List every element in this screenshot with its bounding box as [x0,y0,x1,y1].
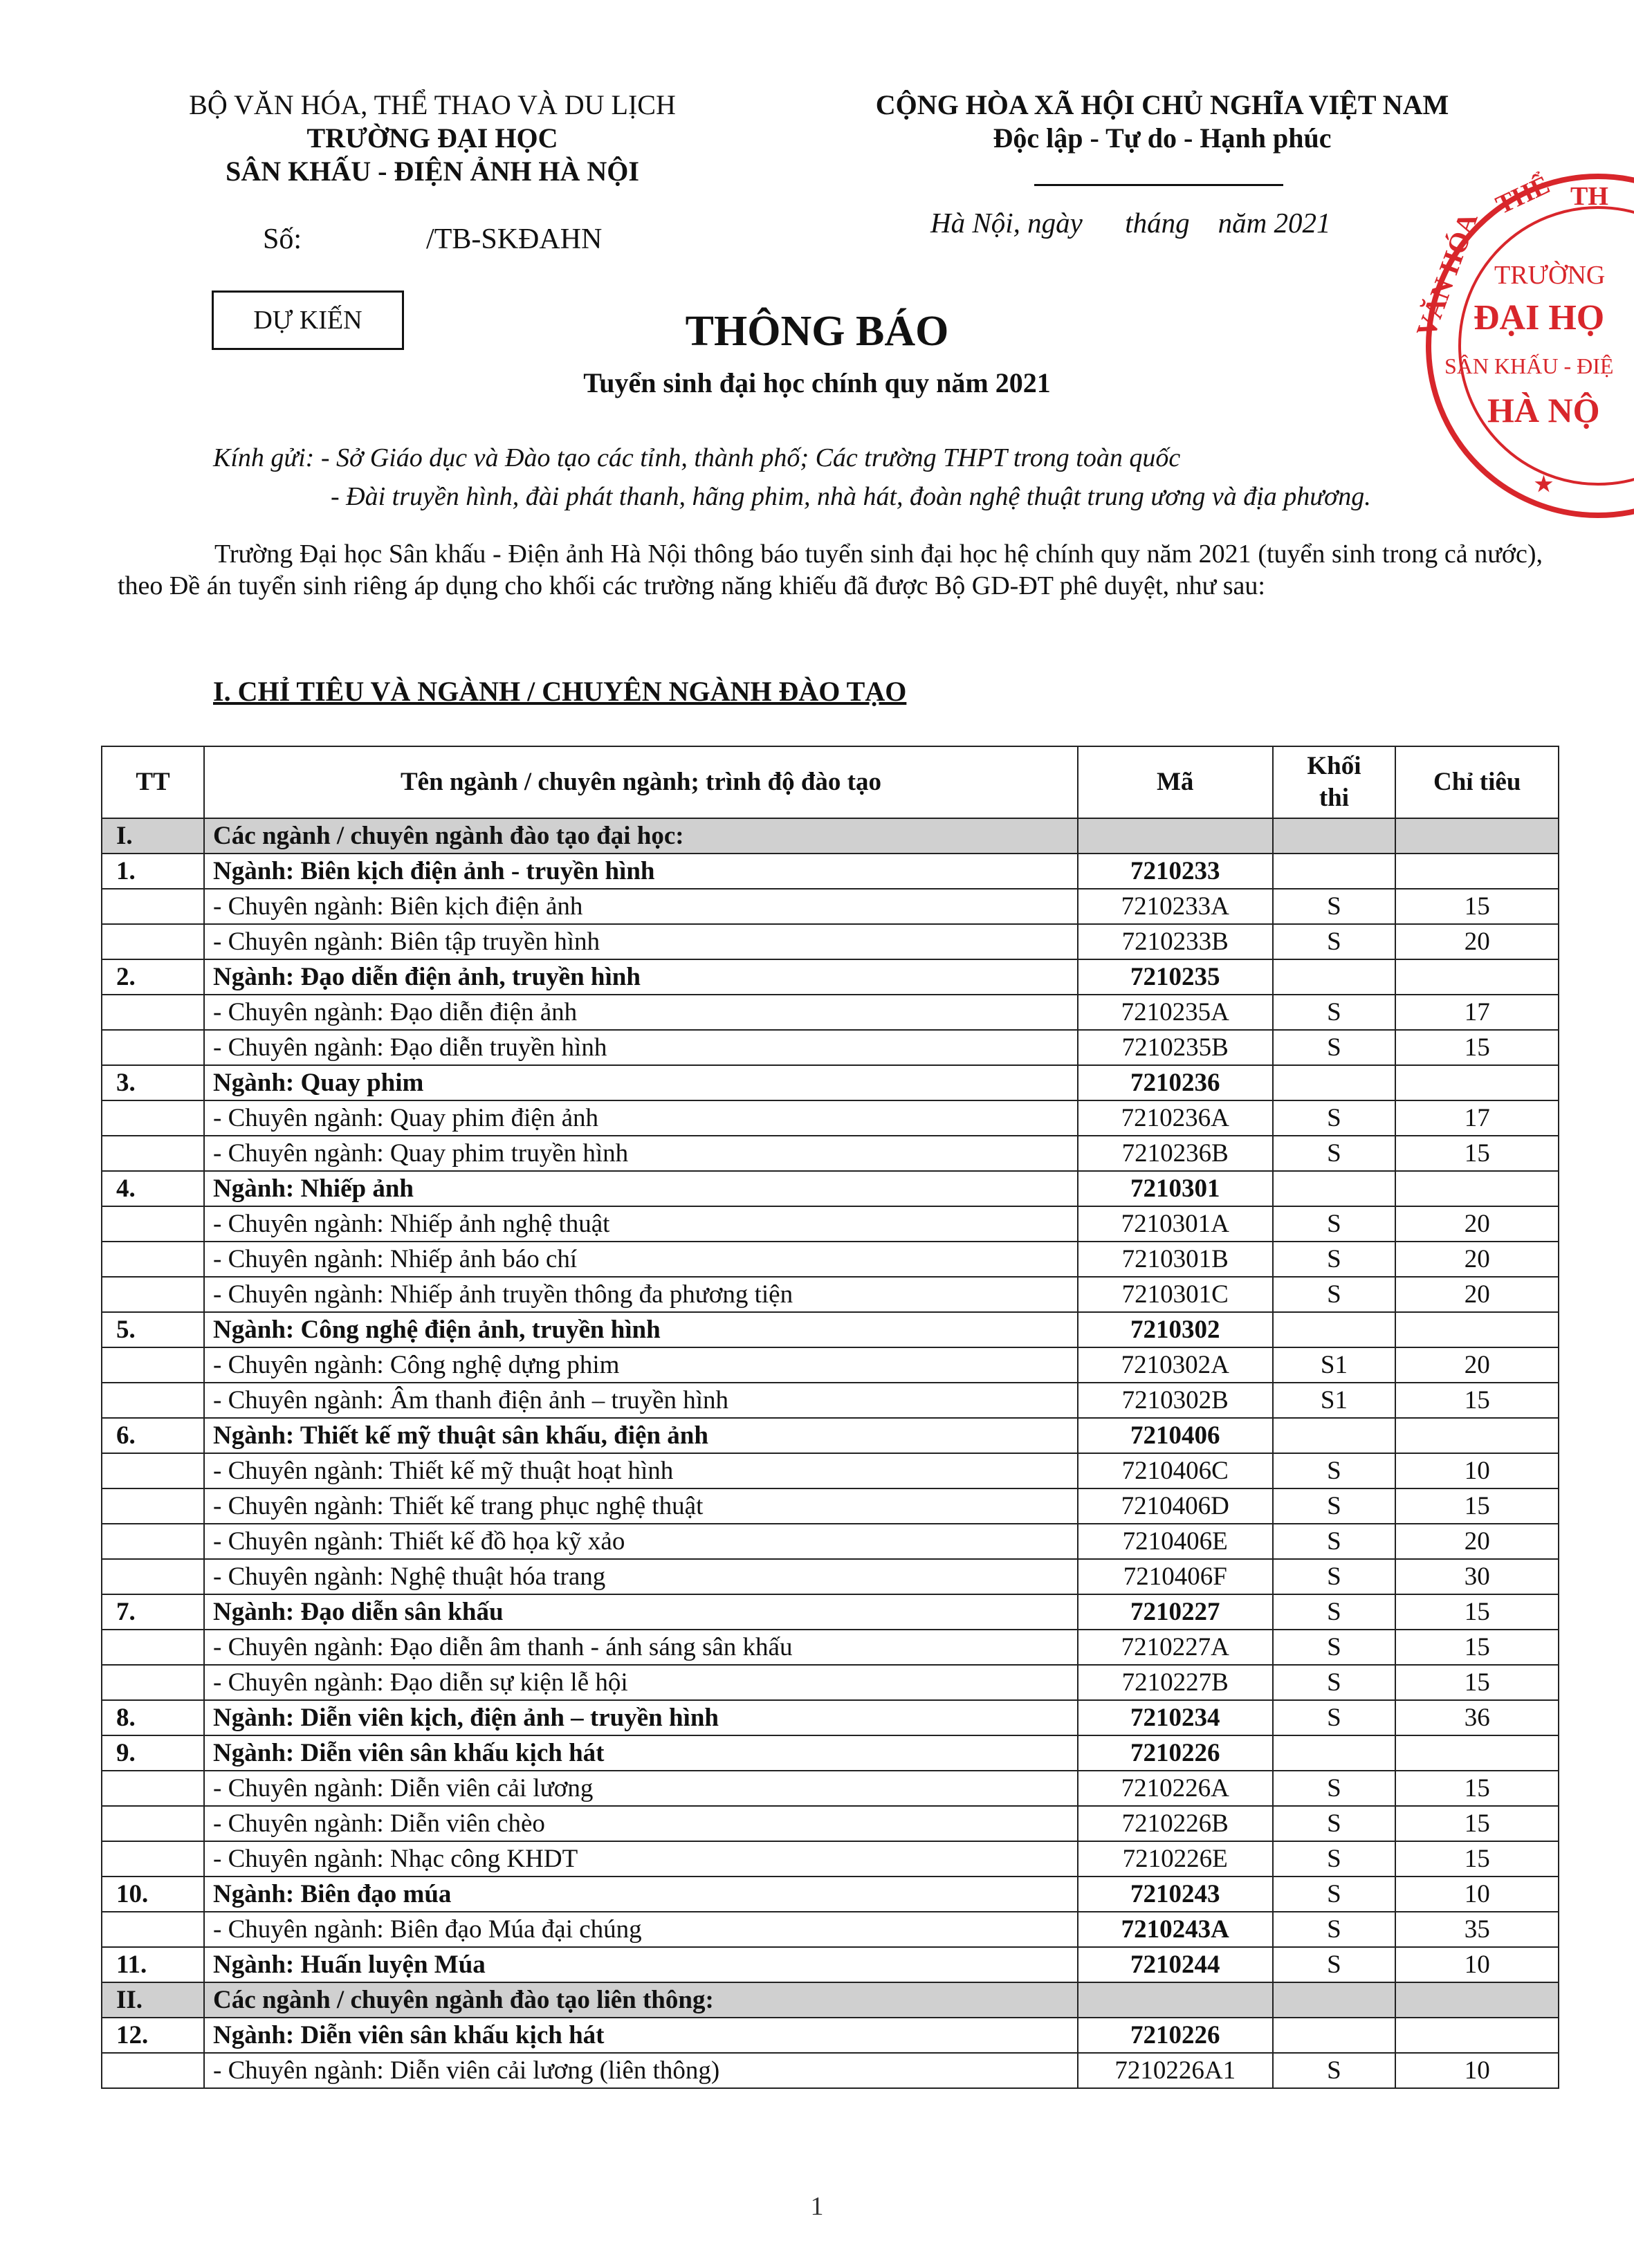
row-exam-group [1273,2018,1396,2053]
recipients [213,439,1371,516]
row-index: 4. [102,1171,204,1206]
table-row [102,1735,1559,1771]
row-exam-group: S [1273,1559,1396,1594]
row-program-name: Ngành: Đạo diễn điện ảnh, truyền hình [204,959,1078,995]
row-exam-group: S [1273,1912,1396,1947]
draft-badge: DỰ KIẾN [212,291,404,350]
row-exam-group [1273,1312,1396,1347]
table-row [102,1030,1559,1065]
row-quota: 15 [1395,1630,1559,1665]
row-index [102,1453,204,1488]
row-index [102,1559,204,1594]
seal-ring-text-2: THỂ [1491,170,1554,221]
row-code: 7210227B [1078,1665,1273,1700]
row-program-name: - Chuyên ngành: Quay phim truyền hình [204,1136,1078,1171]
table-row [102,1488,1559,1524]
row-program-name: Các ngành / chuyên ngành đào tạo đại học: [204,818,1078,854]
row-code: 7210234 [1078,1700,1273,1735]
row-quota: 15 [1395,1030,1559,1065]
row-code: 7210227A [1078,1630,1273,1665]
national-motto: Độc lập - Tự do - Hạnh phúc [993,122,1332,154]
page-number: 1 [810,2192,824,2221]
row-exam-group: S [1273,1206,1396,1242]
row-quota: 15 [1395,1665,1559,1700]
header-name: Tên ngành / chuyên ngành; trình độ đào tạo [204,746,1078,818]
row-quota: 20 [1395,1277,1559,1312]
table-row [102,1206,1559,1242]
row-exam-group [1273,1065,1396,1100]
row-quota [1395,1312,1559,1347]
row-program-name: - Chuyên ngành: Nhiếp ảnh truyền thông đa phương tiện [204,1277,1078,1312]
row-exam-group: S [1273,1100,1396,1136]
row-exam-group: S [1273,1947,1396,1982]
table-row [102,1065,1559,1100]
quota-table [101,746,1559,2089]
row-quota: 15 [1395,1383,1559,1418]
table-row [102,1277,1559,1312]
row-index: 6. [102,1418,204,1453]
row-code: 7210406E [1078,1524,1273,1559]
row-quota: 10 [1395,2053,1559,2088]
seal-ring-text-1: VĂN HÓA [1410,208,1484,342]
row-program-name: - Chuyên ngành: Nhiếp ảnh báo chí [204,1242,1078,1277]
header-code: Mã [1078,746,1273,818]
row-exam-group: S [1273,1877,1396,1912]
row-program-name: - Chuyên ngành: Đạo diễn điện ảnh [204,995,1078,1030]
row-quota: 10 [1395,1947,1559,1982]
row-code: 7210226B [1078,1806,1273,1841]
row-code: 7210226 [1078,1735,1273,1771]
row-index [102,1277,204,1312]
row-index: 7. [102,1594,204,1630]
row-program-name: - Chuyên ngành: Biên tập truyền hình [204,924,1078,959]
table-row [102,959,1559,995]
row-index: 5. [102,1312,204,1347]
row-code: 7210406F [1078,1559,1273,1594]
row-index: 1. [102,854,204,889]
row-quota: 15 [1395,1594,1559,1630]
row-exam-group: S [1273,1594,1396,1630]
row-program-name: - Chuyên ngành: Thiết kế đồ họa kỹ xảo [204,1524,1078,1559]
row-index: 12. [102,2018,204,2053]
row-index: 8. [102,1700,204,1735]
table-row [102,1665,1559,1700]
table-row [102,1806,1559,1841]
row-program-name: - Chuyên ngành: Nghệ thuật hóa trang [204,1559,1078,1594]
row-code: 7210301C [1078,1277,1273,1312]
row-program-name: - Chuyên ngành: Biên kịch điện ảnh [204,889,1078,924]
seal-inner-text-2: ĐẠI HỌ [1474,298,1605,338]
row-quota: 15 [1395,1841,1559,1877]
header-left [125,89,740,188]
row-index: 10. [102,1877,204,1912]
row-code: 7210236B [1078,1136,1273,1171]
row-code: 7210406D [1078,1488,1273,1524]
row-exam-group: S [1273,1771,1396,1806]
header-tt: TT [102,746,204,818]
row-quota: 15 [1395,1771,1559,1806]
row-index [102,1806,204,1841]
row-exam-group [1273,1171,1396,1206]
row-index [102,1524,204,1559]
row-quota [1395,2018,1559,2053]
table-row [102,1982,1559,2018]
date-line: Hà Nội, ngày tháng năm 2021 [930,207,1331,239]
row-code: 7210233 [1078,854,1273,889]
row-exam-group [1273,959,1396,995]
row-quota: 20 [1395,1206,1559,1242]
row-index: 11. [102,1947,204,1982]
row-quota [1395,959,1559,995]
table-row [102,1453,1559,1488]
row-exam-group: S [1273,2053,1396,2088]
seal-inner-text-3: SÂN KHẤU - ĐIỆ [1444,353,1614,378]
row-index: 2. [102,959,204,995]
row-quota: 20 [1395,924,1559,959]
row-quota: 20 [1395,1242,1559,1277]
row-exam-group: S [1273,889,1396,924]
row-code: 7210301B [1078,1242,1273,1277]
row-code: 7210235B [1078,1030,1273,1065]
document-title: THÔNG BÁO [685,308,949,355]
row-exam-group: S [1273,1700,1396,1735]
row-code: 7210302A [1078,1347,1273,1383]
row-code [1078,818,1273,854]
table-row [102,1877,1559,1912]
row-exam-group: S [1273,1841,1396,1877]
row-index [102,1488,204,1524]
row-exam-group: S [1273,1806,1396,1841]
row-code: 7210233A [1078,889,1273,924]
row-quota: 10 [1395,1453,1559,1488]
table-row [102,1242,1559,1277]
row-program-name: - Chuyên ngành: Nhiếp ảnh nghệ thuật [204,1206,1078,1242]
row-index [102,1242,204,1277]
row-exam-group: S1 [1273,1347,1396,1383]
row-quota: 17 [1395,995,1559,1030]
row-index [102,889,204,924]
document-subtitle: Tuyển sinh đại học chính quy năm 2021 [583,367,1051,398]
row-index [102,995,204,1030]
row-quota: 15 [1395,1136,1559,1171]
row-program-name: - Chuyên ngành: Đạo diễn sự kiện lễ hội [204,1665,1078,1700]
row-quota: 17 [1395,1100,1559,1136]
row-program-name: Các ngành / chuyên ngành đào tạo liên thông: [204,1982,1078,2018]
row-program-name: - Chuyên ngành: Quay phim điện ảnh [204,1100,1078,1136]
row-program-name: Ngành: Đạo diễn sân khấu [204,1594,1078,1630]
row-program-name: - Chuyên ngành: Đạo diễn âm thanh - ánh sáng sân khấu [204,1630,1078,1665]
table-row [102,1912,1559,1947]
row-index [102,924,204,959]
row-exam-group: S [1273,1630,1396,1665]
table-row [102,2053,1559,2088]
row-program-name: Ngành: Nhiếp ảnh [204,1171,1078,1206]
row-code: 7210302B [1078,1383,1273,1418]
row-program-name: - Chuyên ngành: Nhạc công KHDT [204,1841,1078,1877]
row-code: 7210226 [1078,2018,1273,2053]
row-quota [1395,1735,1559,1771]
row-index: 9. [102,1735,204,1771]
row-exam-group: S1 [1273,1383,1396,1418]
row-quota: 15 [1395,1806,1559,1841]
row-exam-group: S [1273,1030,1396,1065]
row-index [102,1100,204,1136]
row-index [102,1841,204,1877]
row-exam-group: S [1273,1488,1396,1524]
row-program-name: - Chuyên ngành: Âm thanh điện ảnh – truyền hình [204,1383,1078,1418]
table-row [102,1841,1559,1877]
row-index [102,1136,204,1171]
row-exam-group: S [1273,1665,1396,1700]
recipients-line-1: Kính gửi: - Sở Giáo dục và Đào tạo các tỉnh, thành phố; Các trường THPT trong toàn quốc [213,443,1181,472]
table-header-row [102,746,1559,818]
seal-ring-text-3: TH [1570,182,1608,211]
row-quota: 20 [1395,1524,1559,1559]
table-row [102,818,1559,854]
row-exam-group: S [1273,1524,1396,1559]
seal-star-icon: ★ [1534,473,1553,496]
table-row [102,1418,1559,1453]
row-quota: 10 [1395,1877,1559,1912]
table-row [102,1947,1559,1982]
row-code: 7210243A [1078,1912,1273,1947]
row-program-name: Ngành: Công nghệ điện ảnh, truyền hình [204,1312,1078,1347]
row-code: 7210301 [1078,1171,1273,1206]
school-name-line1: TRƯỜNG ĐẠI HỌC [306,122,558,154]
row-code: 7210243 [1078,1877,1273,1912]
row-index: I. [102,818,204,854]
ministry-name: BỘ VĂN HÓA, THỂ THAO VÀ DU LỊCH [189,89,676,120]
table-row [102,1524,1559,1559]
row-exam-group: S [1273,995,1396,1030]
row-exam-group: S [1273,1242,1396,1277]
row-program-name: - Chuyên ngành: Diễn viên chèo [204,1806,1078,1841]
row-program-name: - Chuyên ngành: Diễn viên cải lương (liên thông) [204,2053,1078,2088]
recipients-line-2: - Đài truyền hình, đài phát thanh, hãng phim, nhà hát, đoàn nghệ thuật trung ương và địa phương. [331,482,1371,511]
row-code: 7210235 [1078,959,1273,995]
row-exam-group [1273,818,1396,854]
row-exam-group: S [1273,924,1396,959]
table-row [102,1559,1559,1594]
row-code: 7210236A [1078,1100,1273,1136]
row-quota [1395,1065,1559,1100]
intro-paragraph: Trường Đại học Sân khấu - Điện ảnh Hà Nội thông báo tuyển sinh đại học hệ chính quy năm 2021 (tuyển sinh trong cả nước), theo Đề án tuyển sinh riêng áp dụng cho khối các trường năng khiếu đã được Bộ GD-ĐT phê duyệt, như sau: [118,540,1543,600]
row-program-name: - Chuyên ngành: Thiết kế mỹ thuật hoạt hình [204,1453,1078,1488]
row-code: 7210226A [1078,1771,1273,1806]
row-quota [1395,1982,1559,2018]
motto-underline [1034,184,1283,186]
section-heading: I. CHỈ TIÊU VÀ NGÀNH / CHUYÊN NGÀNH ĐÀO TẠO [213,676,907,707]
row-quota: 36 [1395,1700,1559,1735]
row-index: 3. [102,1065,204,1100]
row-exam-group [1273,1735,1396,1771]
row-quota [1395,1171,1559,1206]
row-code: 7210226E [1078,1841,1273,1877]
row-program-name: Ngành: Diễn viên sân khấu kịch hát [204,1735,1078,1771]
row-quota [1395,854,1559,889]
table-row [102,1383,1559,1418]
row-code: 7210406C [1078,1453,1273,1488]
table-body [102,818,1559,2088]
row-index [102,1030,204,1065]
row-program-name: Ngành: Huấn luyện Múa [204,1947,1078,1982]
row-index [102,1665,204,1700]
row-index [102,1347,204,1383]
row-quota [1395,1418,1559,1453]
country-name: CỘNG HÒA XÃ HỘI CHỦ NGHĨA VIỆT NAM [875,89,1449,120]
row-quota: 15 [1395,1488,1559,1524]
table-row [102,1171,1559,1206]
row-exam-group: S [1273,1277,1396,1312]
row-program-name: - Chuyên ngành: Diễn viên cải lương [204,1771,1078,1806]
row-exam-group: S [1273,1136,1396,1171]
table-row [102,995,1559,1030]
row-index [102,1912,204,1947]
row-quota [1395,818,1559,854]
row-code: 7210302 [1078,1312,1273,1347]
table-row [102,1771,1559,1806]
header-right [816,89,1508,155]
row-program-name: - Chuyên ngành: Đạo diễn truyền hình [204,1030,1078,1065]
row-code: 7210244 [1078,1947,1273,1982]
row-quota: 30 [1395,1559,1559,1594]
row-code: 7210235A [1078,995,1273,1030]
row-index [102,2053,204,2088]
table-row [102,1312,1559,1347]
row-code: 7210406 [1078,1418,1273,1453]
table-row [102,854,1559,889]
row-program-name: - Chuyên ngành: Biên đạo Múa đại chúng [204,1912,1078,1947]
row-exam-group [1273,854,1396,889]
row-program-name: Ngành: Biên kịch điện ảnh - truyền hình [204,854,1078,889]
row-program-name: - Chuyên ngành: Thiết kế trang phục nghệ thuật [204,1488,1078,1524]
row-exam-group [1273,1418,1396,1453]
row-quota: 20 [1395,1347,1559,1383]
row-program-name: Ngành: Diễn viên sân khấu kịch hát [204,2018,1078,2053]
row-program-name: - Chuyên ngành: Công nghệ dựng phim [204,1347,1078,1383]
row-code: 7210226A1 [1078,2053,1273,2088]
row-code: 7210227 [1078,1594,1273,1630]
row-index [102,1383,204,1418]
document-number: Số: /TB-SKĐAHN [263,223,603,255]
table-row [102,1700,1559,1735]
table-row [102,889,1559,924]
table-row [102,1136,1559,1171]
row-code: 7210233B [1078,924,1273,959]
row-index [102,1771,204,1806]
row-exam-group: S [1273,1453,1396,1488]
row-program-name: Ngành: Thiết kế mỹ thuật sân khấu, điện ảnh [204,1418,1078,1453]
school-name-line2: SÂN KHẤU - ĐIỆN ẢNH HÀ NỘI [226,156,639,187]
row-code: 7210236 [1078,1065,1273,1100]
row-quota: 35 [1395,1912,1559,1947]
row-program-name: Ngành: Diễn viên kịch, điện ảnh – truyền hình [204,1700,1078,1735]
row-code: 7210301A [1078,1206,1273,1242]
seal-inner-text-4: HÀ NỘ [1487,391,1600,430]
table-row [102,1100,1559,1136]
table-row [102,1630,1559,1665]
row-program-name: Ngành: Biên đạo múa [204,1877,1078,1912]
table-row [102,1594,1559,1630]
row-index: II. [102,1982,204,2018]
row-program-name: Ngành: Quay phim [204,1065,1078,1100]
row-quota: 15 [1395,889,1559,924]
table-row [102,924,1559,959]
seal-inner-text-1: TRƯỜNG [1494,261,1606,290]
header-quota: Chỉ tiêu [1395,746,1559,818]
row-code [1078,1982,1273,2018]
table-row [102,1347,1559,1383]
row-index [102,1206,204,1242]
table-row [102,2018,1559,2053]
row-exam-group [1273,1982,1396,2018]
header-exam-group: Khối thi [1273,746,1396,818]
row-index [102,1630,204,1665]
